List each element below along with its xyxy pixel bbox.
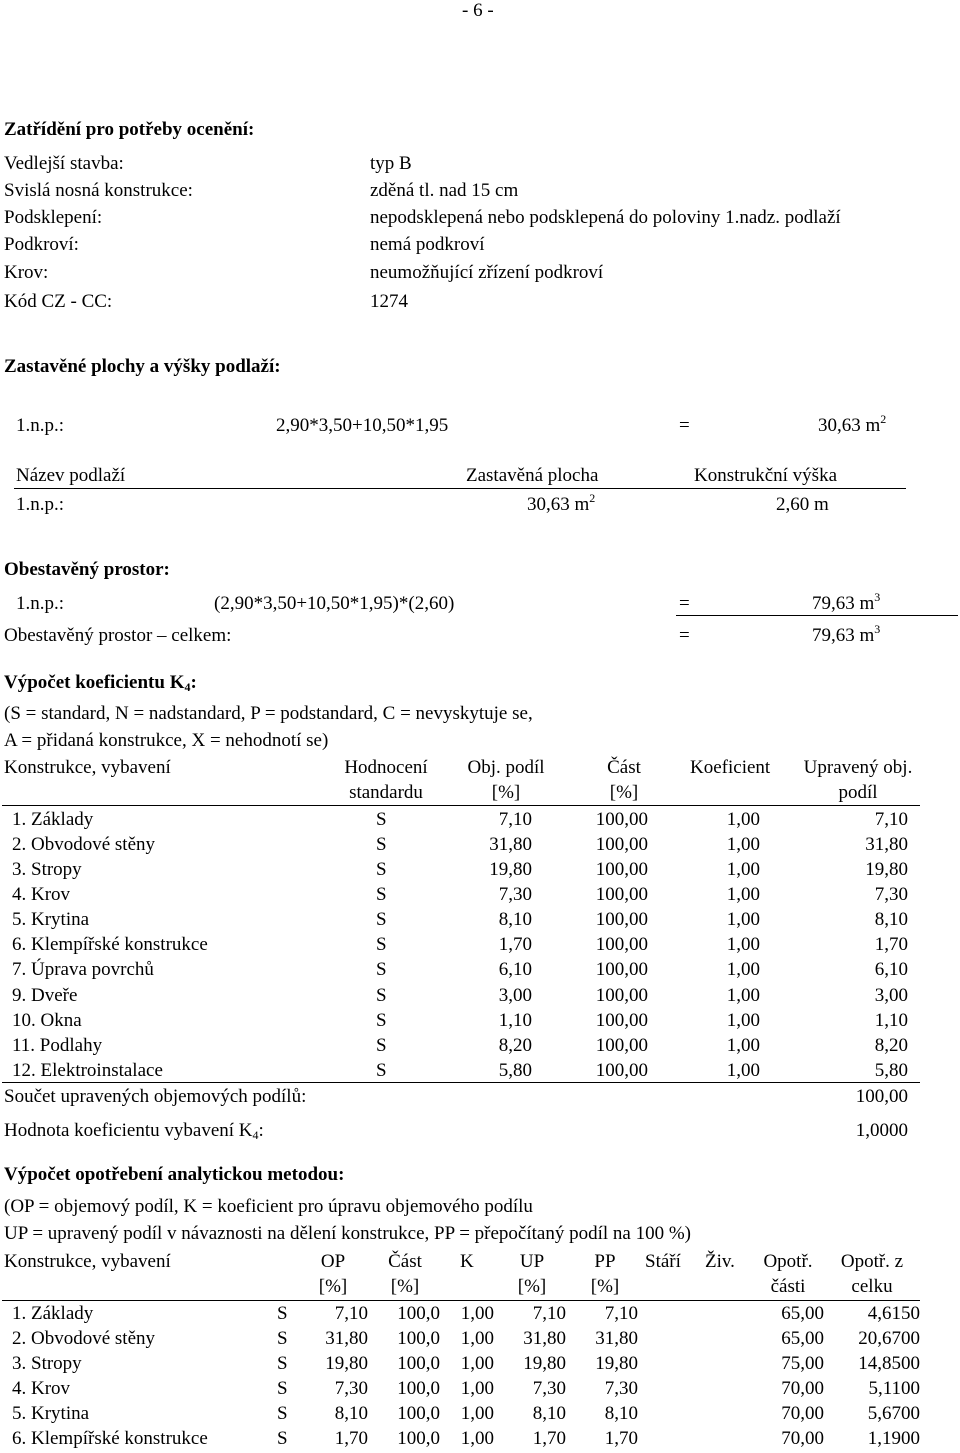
- wear-cell-standard: S: [277, 1353, 288, 1374]
- wear-col-part: Část: [388, 1251, 422, 1272]
- volume-total-result: 79,63 $m^3$: [812, 622, 881, 646]
- k4-cell-vol-share: 1,10: [498, 1010, 532, 1031]
- k4-cell-vol-share: 3,00: [498, 985, 532, 1006]
- k4-cell-standard: S: [376, 859, 387, 880]
- k4-cell-standard: S: [376, 985, 387, 1006]
- k4-cell-adjusted: 19,80: [865, 859, 908, 880]
- k4-col-part-unit: [%]: [609, 782, 639, 803]
- wear-cell-part: 100,0: [397, 1378, 440, 1399]
- k4-col-construction: Konstrukce, vybavení: [4, 757, 171, 778]
- k4-heading: Výpočet koeficientu $K_4$:: [4, 672, 197, 694]
- k4-cell-vol-share: 8,20: [498, 1035, 532, 1056]
- k4-cell-coefficient: 1,00: [726, 884, 760, 905]
- k4-col-adjusted: Upravený obj.: [803, 757, 913, 778]
- k4-cell-coefficient: 1,00: [726, 909, 760, 930]
- k4-cell-adjusted: 1,70: [874, 934, 908, 955]
- k4-cell-standard: S: [376, 909, 387, 930]
- wear-col-k: K: [460, 1251, 474, 1272]
- area-calc-formula: 2,90*3,50+10,50*1,95: [276, 415, 449, 436]
- k4-cell-construction: 5. Krytina: [12, 909, 90, 930]
- k4-cell-part: 100,00: [595, 884, 648, 905]
- wear-col-up-unit: [%]: [517, 1276, 547, 1297]
- k4-legend-line1: (S = standard, N = nadstandard, P = podstandard, C = nevyskytuje se,: [4, 703, 533, 724]
- wear-heading: Výpočet opotřebení analytickou metodou:: [4, 1164, 345, 1185]
- k4-cell-vol-share: 7,10: [498, 809, 532, 830]
- classification-value: nemá podkroví: [370, 234, 485, 255]
- k4-cell-construction: 6. Klempířské konstrukce: [12, 934, 208, 955]
- wear-cell-up: 8,10: [532, 1403, 566, 1424]
- wear-cell-pp: 7,30: [604, 1378, 638, 1399]
- areas-row-height: 2,60 m: [776, 494, 829, 515]
- wear-legend-line1: (OP = objemový podíl, K = koeficient pro úpravu objemového podílu: [4, 1196, 533, 1217]
- wear-cell-construction: 6. Klempířské konstrukce: [12, 1428, 208, 1449]
- k4-cell-vol-share: 1,70: [498, 934, 532, 955]
- wear-col-up: UP: [519, 1251, 545, 1272]
- k4-legend-line2: A = přidaná konstrukce, X = nehodnotí se): [4, 730, 329, 751]
- classification-value: neumožňující zřízení podkroví: [370, 262, 604, 283]
- k4-cell-part: 100,00: [595, 959, 648, 980]
- classification-value: typ B: [370, 153, 412, 174]
- volume-sum-rule: [676, 615, 958, 616]
- k4-cell-construction: 7. Úprava povrchů: [12, 959, 154, 980]
- wear-cell-construction: 2. Obvodové stěny: [12, 1328, 156, 1349]
- k4-cell-vol-share: 5,80: [498, 1060, 532, 1081]
- wear-cell-standard: S: [277, 1428, 288, 1449]
- area-calc-result: 30,63 $m^2$: [818, 412, 887, 436]
- k4-header-rule: [2, 805, 920, 806]
- volume-heading: Obestavěný prostor:: [4, 559, 170, 580]
- k4-col-vol-share-unit: [%]: [491, 782, 521, 803]
- k4-cell-standard: S: [376, 1035, 387, 1056]
- wear-col-construction: Konstrukce, vybavení: [4, 1251, 171, 1272]
- wear-cell-up: 19,80: [523, 1353, 566, 1374]
- k4-cell-construction: 3. Stropy: [12, 859, 82, 880]
- k4-cell-construction: 10. Okna: [12, 1010, 82, 1031]
- wear-cell-k: 1,00: [460, 1353, 494, 1374]
- k4-cell-adjusted: 7,30: [874, 884, 908, 905]
- k4-cell-vol-share: 31,80: [489, 834, 532, 855]
- k4-cell-standard: S: [376, 1010, 387, 1031]
- classification-value: zděná tl. nad 15 cm: [370, 180, 519, 201]
- classification-heading: Zatřídění pro potřeby ocenění:: [4, 119, 255, 140]
- volume-calc-formula: (2,90*3,50+10,50*1,95)*(2,60): [214, 593, 455, 614]
- wear-cell-up: 7,10: [532, 1303, 566, 1324]
- wear-legend-line2: UP = upravený podíl v návaznosti na dělení konstrukce, PP = přepočítaný podíl na 100 %): [4, 1223, 691, 1244]
- k4-cell-standard: S: [376, 959, 387, 980]
- wear-col-pp: PP: [594, 1251, 616, 1272]
- wear-col-op: OP: [320, 1251, 346, 1272]
- k4-cell-part: 100,00: [595, 834, 648, 855]
- k4-cell-part: 100,00: [595, 1035, 648, 1056]
- k4-cell-standard: S: [376, 834, 387, 855]
- page-number: - 6 -: [462, 0, 494, 21]
- wear-cell-part: 100,0: [397, 1353, 440, 1374]
- k4-cell-construction: 1. Základy: [12, 809, 94, 830]
- wear-col-wear-part: Opotř.: [763, 1251, 813, 1272]
- areas-header-area: Zastavěná plocha: [466, 465, 599, 486]
- classification-label: Kód CZ - CC:: [4, 291, 113, 312]
- wear-cell-part: 100,0: [397, 1403, 440, 1424]
- wear-cell-up: 31,80: [523, 1328, 566, 1349]
- k4-cell-adjusted: 5,80: [874, 1060, 908, 1081]
- k4-cell-standard: S: [376, 934, 387, 955]
- wear-cell-construction: 3. Stropy: [12, 1353, 82, 1374]
- classification-value: 1274: [370, 291, 408, 312]
- areas-row-floor: 1.n.p.:: [16, 494, 65, 515]
- wear-cell-op: 7,10: [334, 1303, 368, 1324]
- volume-total-equals: =: [679, 625, 690, 646]
- k4-cell-adjusted: 1,10: [874, 1010, 908, 1031]
- k4-cell-adjusted: 6,10: [874, 959, 908, 980]
- wear-cell-standard: S: [277, 1328, 288, 1349]
- k4-body-rule: [2, 1082, 920, 1083]
- area-calc-equals: =: [679, 415, 690, 436]
- wear-cell-wear-total: 5,6700: [867, 1403, 920, 1424]
- k4-cell-part: 100,00: [595, 1060, 648, 1081]
- k4-cell-adjusted: 3,00: [874, 985, 908, 1006]
- wear-cell-wear-part: 75,00: [781, 1353, 824, 1374]
- k4-col-vol-share: Obj. podíl: [467, 757, 545, 778]
- wear-cell-k: 1,00: [460, 1378, 494, 1399]
- wear-col-wear-total-line2: celku: [851, 1276, 893, 1297]
- areas-header-rule: [14, 488, 906, 489]
- wear-cell-up: 1,70: [532, 1428, 566, 1449]
- k4-cell-coefficient: 1,00: [726, 934, 760, 955]
- k4-col-part: Část: [607, 757, 641, 778]
- k4-col-coefficient: Koeficient: [690, 757, 771, 778]
- wear-cell-wear-part: 65,00: [781, 1303, 824, 1324]
- wear-cell-construction: 5. Krytina: [12, 1403, 90, 1424]
- k4-cell-construction: 4. Krov: [12, 884, 71, 905]
- k4-col-standard-line2: standardu: [349, 782, 423, 803]
- wear-cell-wear-total: 5,1100: [868, 1378, 920, 1399]
- k4-cell-adjusted: 31,80: [865, 834, 908, 855]
- k4-cell-coefficient: 1,00: [726, 985, 760, 1006]
- volume-calc-result: 79,63 $m^3$: [812, 590, 881, 614]
- wear-cell-pp: 19,80: [595, 1353, 638, 1374]
- wear-cell-wear-part: 70,00: [781, 1378, 824, 1399]
- k4-cell-coefficient: 1,00: [726, 1060, 760, 1081]
- k4-cell-adjusted: 8,20: [874, 1035, 908, 1056]
- k4-cell-vol-share: 19,80: [489, 859, 532, 880]
- wear-cell-wear-total: 4,6150: [867, 1303, 920, 1324]
- wear-cell-pp: 1,70: [604, 1428, 638, 1449]
- wear-cell-wear-part: 65,00: [781, 1328, 824, 1349]
- k4-sum-label: Součet upravených objemových podílů:: [4, 1086, 307, 1107]
- k4-col-standard: Hodnocení: [344, 757, 428, 778]
- wear-cell-k: 1,00: [460, 1303, 494, 1324]
- k4-cell-part: 100,00: [595, 934, 648, 955]
- k4-cell-part: 100,00: [595, 985, 648, 1006]
- k4-cell-coefficient: 1,00: [726, 834, 760, 855]
- k4-cell-standard: S: [376, 809, 387, 830]
- wear-cell-pp: 7,10: [604, 1303, 638, 1324]
- wear-cell-wear-part: 70,00: [781, 1428, 824, 1449]
- wear-cell-part: 100,0: [397, 1328, 440, 1349]
- wear-col-age: Stáří: [645, 1251, 681, 1272]
- wear-cell-op: 1,70: [334, 1428, 368, 1449]
- wear-cell-wear-total: 1,1900: [867, 1428, 920, 1449]
- wear-header-rule: [2, 1300, 920, 1301]
- k4-cell-coefficient: 1,00: [726, 959, 760, 980]
- k4-cell-part: 100,00: [595, 909, 648, 930]
- wear-col-pp-unit: [%]: [590, 1276, 620, 1297]
- k4-cell-part: 100,00: [595, 1010, 648, 1031]
- classification-value: nepodsklepená nebo podsklepená do poloviny 1.nadz. podlaží: [370, 207, 841, 228]
- classification-label: Vedlejší stavba:: [4, 153, 124, 174]
- k4-coef-value: 1,0000: [855, 1120, 908, 1141]
- wear-cell-k: 1,00: [460, 1428, 494, 1449]
- area-calc-floor: 1.n.p.:: [16, 415, 65, 436]
- k4-cell-standard: S: [376, 884, 387, 905]
- classification-label: Podsklepení:: [4, 207, 103, 228]
- k4-cell-standard: S: [376, 1060, 387, 1081]
- wear-cell-pp: 8,10: [604, 1403, 638, 1424]
- wear-cell-wear-total: 14,8500: [858, 1353, 920, 1374]
- wear-cell-pp: 31,80: [595, 1328, 638, 1349]
- k4-cell-coefficient: 1,00: [726, 859, 760, 880]
- wear-cell-wear-total: 20,6700: [858, 1328, 920, 1349]
- wear-cell-k: 1,00: [460, 1328, 494, 1349]
- k4-cell-vol-share: 7,30: [498, 884, 532, 905]
- k4-cell-construction: 11. Podlahy: [12, 1035, 103, 1056]
- wear-cell-construction: 4. Krov: [12, 1378, 71, 1399]
- wear-cell-wear-part: 70,00: [781, 1403, 824, 1424]
- areas-header-name: Název podlaží: [16, 465, 126, 486]
- wear-col-wear-part-line2: části: [770, 1276, 806, 1297]
- volume-calc-floor: 1.n.p.:: [16, 593, 65, 614]
- volume-total-label: Obestavěný prostor – celkem:: [4, 625, 232, 646]
- k4-cell-coefficient: 1,00: [726, 1010, 760, 1031]
- wear-cell-construction: 1. Základy: [12, 1303, 94, 1324]
- classification-label: Krov:: [4, 262, 49, 283]
- k4-col-adjusted-line2: podíl: [838, 782, 878, 803]
- k4-sum-value: 100,00: [855, 1086, 908, 1107]
- wear-cell-part: 100,0: [397, 1428, 440, 1449]
- wear-cell-op: 7,30: [334, 1378, 368, 1399]
- k4-cell-adjusted: 8,10: [874, 909, 908, 930]
- wear-cell-op: 8,10: [334, 1403, 368, 1424]
- classification-label: Svislá nosná konstrukce:: [4, 180, 193, 201]
- k4-cell-vol-share: 6,10: [498, 959, 532, 980]
- k4-cell-coefficient: 1,00: [726, 1035, 760, 1056]
- k4-cell-construction: 9. Dveře: [12, 985, 78, 1006]
- wear-cell-standard: S: [277, 1378, 288, 1399]
- k4-cell-adjusted: 7,10: [874, 809, 908, 830]
- wear-cell-up: 7,30: [532, 1378, 566, 1399]
- volume-calc-equals: =: [679, 593, 690, 614]
- k4-cell-construction: 12. Elektroinstalace: [12, 1060, 163, 1081]
- wear-cell-k: 1,00: [460, 1403, 494, 1424]
- k4-cell-coefficient: 1,00: [726, 809, 760, 830]
- k4-cell-part: 100,00: [595, 859, 648, 880]
- wear-col-op-unit: [%]: [318, 1276, 348, 1297]
- wear-cell-op: 19,80: [325, 1353, 368, 1374]
- wear-col-part-unit: [%]: [390, 1276, 420, 1297]
- areas-heading: Zastavěné plochy a výšky podlaží:: [4, 356, 281, 377]
- areas-row-area: 30,63 $m^2$: [527, 491, 596, 515]
- k4-cell-part: 100,00: [595, 809, 648, 830]
- classification-label: Podkroví:: [4, 234, 79, 255]
- areas-header-height: Konstrukční výška: [694, 465, 838, 486]
- k4-cell-vol-share: 8,10: [498, 909, 532, 930]
- k4-coef-label: Hodnota koeficientu vybavení $K_4$:: [4, 1120, 264, 1142]
- wear-cell-standard: S: [277, 1403, 288, 1424]
- k4-cell-construction: 2. Obvodové stěny: [12, 834, 156, 855]
- wear-col-life: Živ.: [705, 1251, 735, 1272]
- wear-cell-op: 31,80: [325, 1328, 368, 1349]
- wear-cell-standard: S: [277, 1303, 288, 1324]
- wear-col-wear-total: Opotř. z: [840, 1251, 904, 1272]
- wear-cell-part: 100,0: [397, 1303, 440, 1324]
